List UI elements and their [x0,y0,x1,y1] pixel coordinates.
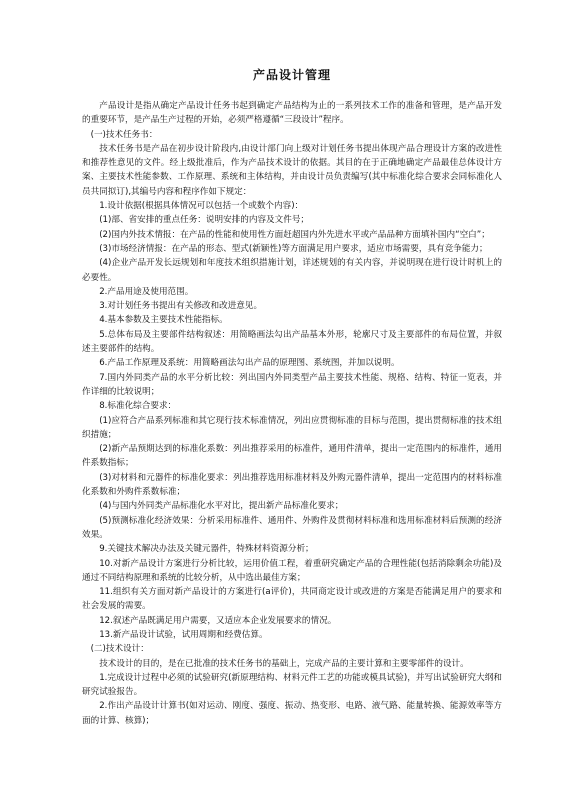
paragraph: 7.国内外同类产品的水平分析比较：列出国内外同类型产品主要技术性能、规格、结构、特征一览表，并作详细的比较说明； [82,372,502,397]
paragraph: (4)与国内外同类产品标准化水平对比，提出新产品标准化要求； [99,501,344,512]
paragraph: (1)部、省安排的重点任务：说明安排的内容及文件号； [99,215,310,226]
paragraph: (2)国内外技术情报：在产品的性能和使用性方面赶超国内外先进水平或产品品种方面填补国内“空白”； [99,229,490,240]
paragraph: (二)技术设计： [90,644,149,655]
paragraph: 2.产品用途及使用范围。 [99,286,194,297]
paragraph: 2.作出产品设计计算书(如对运动、刚度、强度、振动、热变形、电路、液气路、能量转换、能源效率等方面的计算、核算)； [82,701,502,726]
paragraph: 产品设计是指从确定产品设计任务书起到确定产品结构为止的一系列技术工作的准备和管理，是产品开发的重要环节，是产品生产过程的开始，必须严格遵循“三段设计”程序。 [82,101,502,126]
paragraph: (1)应符合产品系列标准和其它现行技术标准情况，列出应贯彻标准的目标与范围，提出贯彻标准的技术组织措施； [82,415,502,440]
paragraph: 6.产品工作原理及系统：用简略画法勾出产品的原理图、系统图，并加以说明。 [99,358,400,369]
paragraph: 11.组织有关方面对新产品设计的方案进行(a评价)，共同商定设计或改进的方案是否能满足用户的要求和社会发展的需要。 [82,587,502,612]
paragraph: (3)市场经济情报：在产品的形态、型式(新颖性)等方面满足用户要求，适应市场需要，具有竞争能力； [99,243,488,254]
paragraph: 5.总体布局及主要部件结构叙述：用简略画法勾出产品基本外形，轮廓尺寸及主要部件的布局位置，并叙述主要部件的结构。 [82,329,502,355]
paragraph: 8.标准化综合要求： [99,401,177,412]
paragraph: 9.关键技术解决办法及关键元器件，特殊材料资源分析； [99,544,314,555]
paragraph: (3)对材料和元器件的标准化要求：列出推荐选用标准材料及外购元器件清单，提出一定范围内的材料标准化系数和外购件系数标准； [82,472,502,498]
paragraph: 1.设计依据(根据具体情况可以包括一个或数个内容)： [99,201,304,212]
paragraph: (4)企业产品开发长远规划和年度技术组织措施计划，详述规划的有关内容，并说明现在进行设计时机上的必要性。 [82,258,502,283]
paragraph: 13.新产品设计试验，试用周期和经费估算。 [99,629,268,640]
paragraph: 4.基本参数及主要技术性能指标。 [99,315,228,326]
paragraph: (5)预测标准化经济效果：分析采用标准件、通用件、外购件及贯彻材料标准和选用标准材料后预测的经济效果。 [82,515,502,540]
paragraph: 3.对计划任务书提出有关修改和改进意见。 [99,301,263,312]
paragraph: (一)技术任务书： [90,129,158,140]
document-body [82,99,502,728]
paragraph: 技术设计的目的，是在已批准的技术任务书的基础上，完成产品的主要计算和主要零部件的设计。 [99,658,469,669]
paragraph: 12.叙述产品既满足用户需要，又适应本企业发展要求的情况。 [99,615,337,626]
paragraph: 10.对新产品设计方案进行分析比较，运用价值工程，着重研究确定产品的合理性能(包括消除剩余功能)及通过不同结构原理和系统的比较分析，从中选出最佳方案； [82,558,502,583]
paragraph: 1.完成设计过程中必须的试验研究(新原理结构、材料元件工艺的功能或模具试验)，并写出试验研究大纲和研究试验报告。 [82,672,502,698]
paragraph: (2)新产品预期达到的标准化系数：列出推荐采用的标准件，通用件清单，提出一定范围内的标准件，通用件系数指标； [82,444,502,469]
document-title: 产品设计管理 [252,68,331,82]
paragraph: 技术任务书是产品在初步设计阶段内,由设计部门向上级对计划任务书提出体现产品合理设计方案的改进性和推荐性意见的文件。经上级批准后，作为产品技术设计的依据。其目的在于正确地确定产品最佳总体设计方案、主要技术性能参数、工作原理、系统和主体结构，并由设计员负责编写(其中标准化综合要求会同标准化人员共同拟订),其编号内容和程序作如下规定： [82,143,502,197]
